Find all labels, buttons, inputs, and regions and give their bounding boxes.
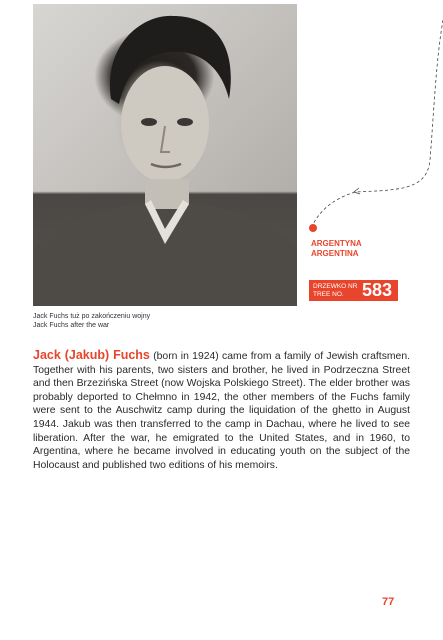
country-label bbox=[311, 239, 362, 259]
portrait-photo bbox=[33, 4, 297, 306]
caption-polish: Jack Fuchs tuż po zakończeniu wojny bbox=[33, 313, 151, 320]
arrow-head-icon bbox=[354, 188, 360, 194]
tree-number-badge bbox=[309, 280, 398, 301]
country-english: ARGENTINA bbox=[311, 249, 359, 258]
tree-label-polish: DRZEWKO NR bbox=[313, 283, 358, 290]
biography-text: (born in 1924) came from a family of Jewish craftsmen. Together with his parents, two sisters and brother, he lived in Podrzeczna Street and then Brzezińska Street (now Wojska Polskiego Street). The elder brother was probably deported to Chełmno in 1942, the other members of the Fuchs family were sent to the Auschwitz camp during the liquidation of the ghetto in August 1944. Jakub was then transferred to the camp in Dachau, where he lived to see liberation. After the war, he emigrated to the United States, and in 1960, to Argentina, where he became involved in educating youth on the subject of the Holocaust and published two editions of his memoirs. bbox=[33, 351, 410, 471]
location-pin-icon bbox=[309, 224, 317, 232]
tree-label-english: TREE NO. bbox=[313, 290, 344, 298]
tree-label bbox=[313, 283, 357, 298]
page-number: 77 bbox=[382, 596, 395, 608]
biography-paragraph bbox=[33, 349, 410, 472]
caption-english: Jack Fuchs after the war bbox=[33, 322, 110, 329]
person-name: Jack (Jakub) Fuchs bbox=[33, 348, 150, 362]
tree-number: 583 bbox=[361, 280, 392, 300]
country-polish: ARGENTYNA bbox=[311, 239, 362, 248]
photo-caption bbox=[33, 312, 150, 330]
